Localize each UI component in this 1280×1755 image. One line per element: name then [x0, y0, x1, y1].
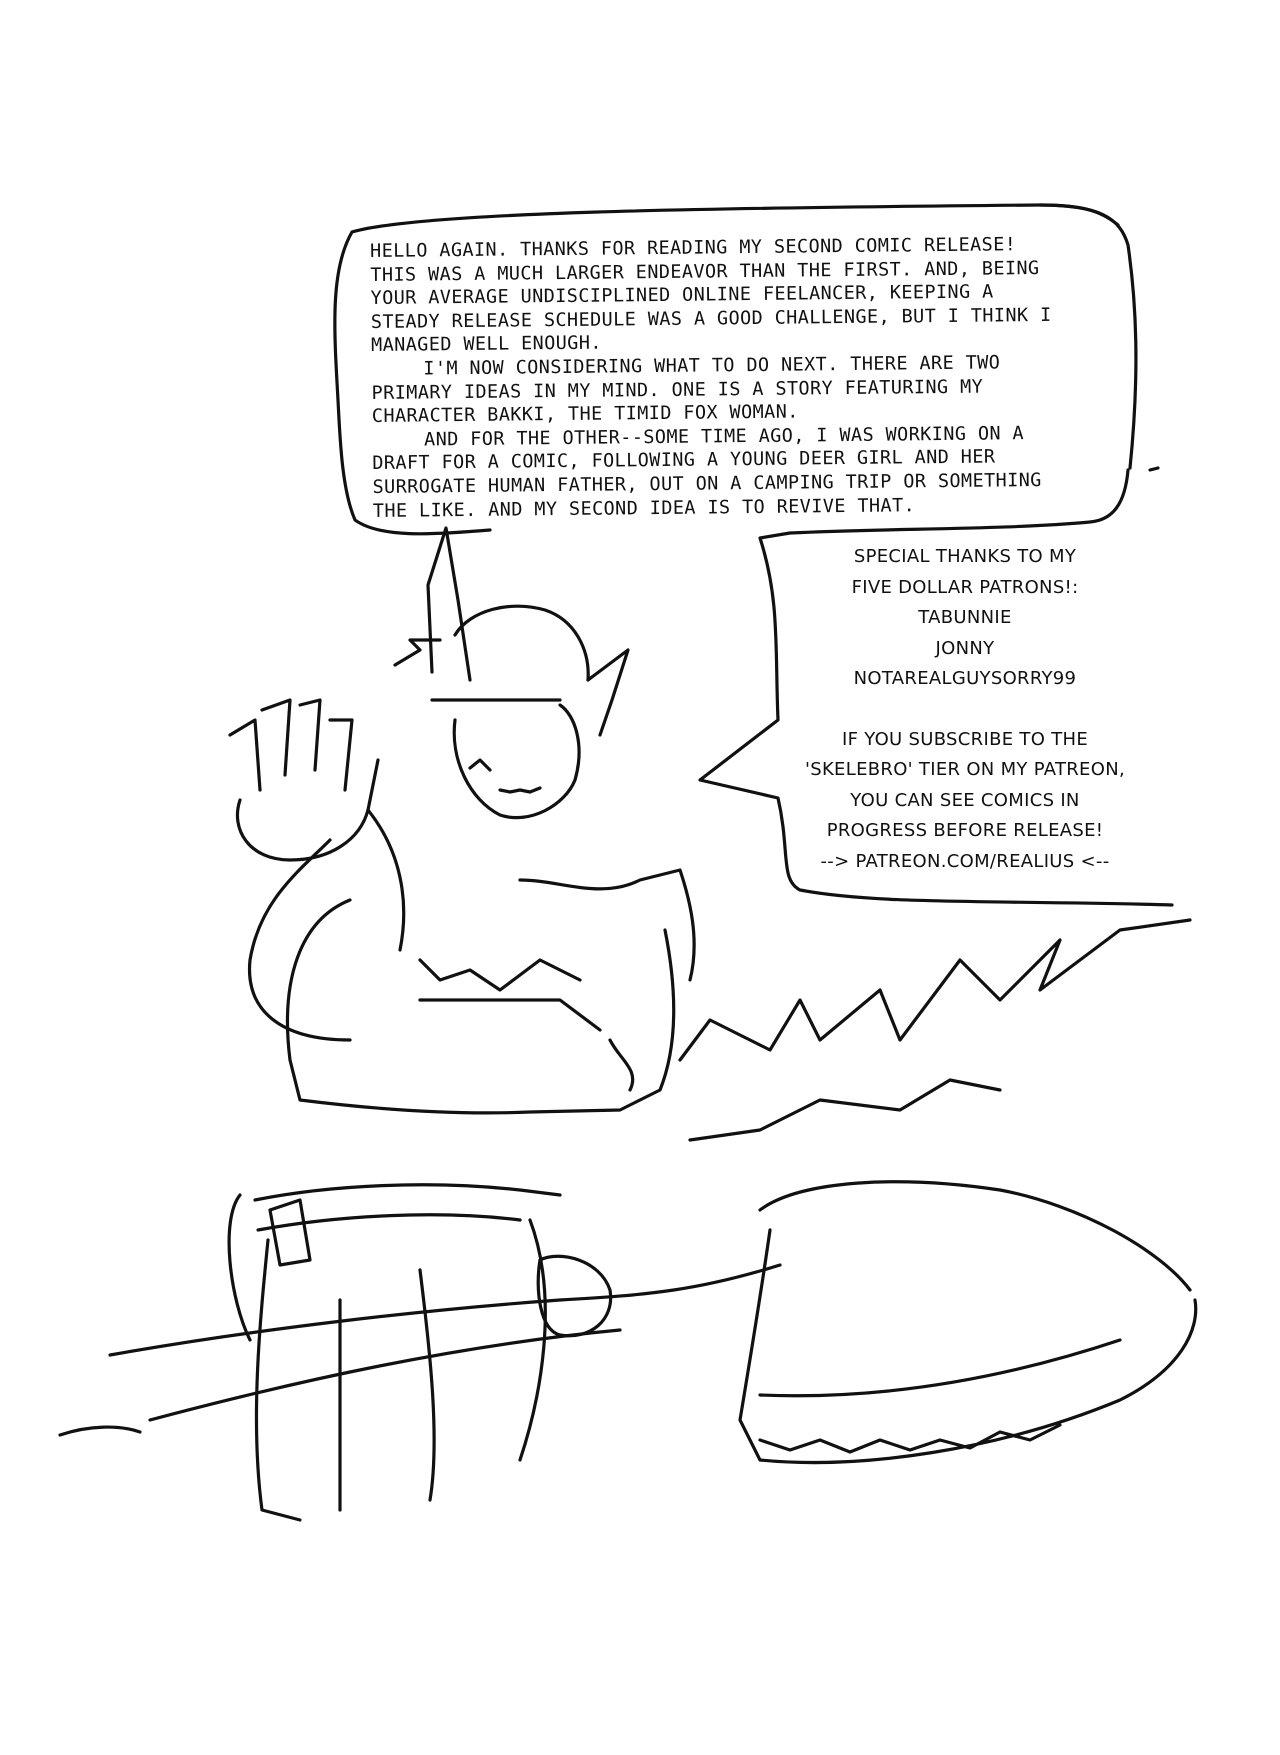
patron-name: JONNY [935, 637, 995, 659]
patreon-link-text: --> PATREON.COM/REALIUS <-- [820, 850, 1110, 872]
character-skull-face [454, 705, 579, 818]
character-holster [229, 1195, 310, 1340]
promo-line-2: 'SKELEBRO' TIER ON MY PATREON, [804, 759, 1125, 780]
horn-spike [428, 528, 470, 680]
bubble-paragraph-1: HELLO AGAIN. THANKS FOR READING MY SECOND COMIC RELEASE! THIS WAS A MUCH LARGER ENDEAVOR THAN THE FIRST. AND, BEING YOUR AVERAGE UNDISCIPLINED ONLINE FEELANCER, KEEPING A STEADY RELEASE SCHEDULE WAS A GOOD CHALLENGE, BUT I THINK I MANAGED WELL ENOUGH. [370, 234, 1064, 357]
promo-line-3: YOU CAN SEE COMICS IN [850, 789, 1080, 811]
bubble-paragraph-2: I'M NOW CONSIDERING WHAT TO DO NEXT. THERE ARE TWO PRIMARY IDEAS IN MY MIND. ONE IS A STORY FEATURING MY CHARACTER BAKKI, THE TIMID FOX WOMAN. [371, 352, 1012, 428]
character-arm [250, 810, 404, 1040]
speech-bubble-text [370, 233, 1073, 523]
scythe-handle [110, 1265, 780, 1420]
bubble-paragraph-3: AND FOR THE OTHER--SOME TIME AGO, I WAS WORKING ON A DRAFT FOR A COMIC, FOLLOWING A YOUNG DEER GIRL AND HER SURROGATE HUMAN FATHER, OUT ON A CAMPING TRIP OR SOMETHING THE LIKE. AND MY SECOND IDEA IS TO REVIVE THAT. [372, 422, 1054, 522]
patron-name: NOTAREALGUYSORRY99 [853, 668, 1077, 689]
spacer [800, 695, 1130, 725]
scythe-blade [740, 1182, 1196, 1463]
character-raised-hand [230, 700, 378, 860]
thanks-heading-line-1: SPECIAL THANKS TO MY [853, 546, 1077, 567]
patron-name: TABUNNIE [918, 607, 1012, 628]
character-pants [256, 1220, 545, 1520]
patron-thanks-block [800, 542, 1130, 877]
promo-line-4: PROGRESS BEFORE RELEASE! [826, 820, 1104, 841]
spiky-cape [680, 920, 1190, 1140]
thanks-heading-line-2: FIVE DOLLAR PATRONS!: [851, 576, 1079, 598]
promo-line-1: IF YOU SUBSCRIBE TO THE [841, 728, 1089, 750]
